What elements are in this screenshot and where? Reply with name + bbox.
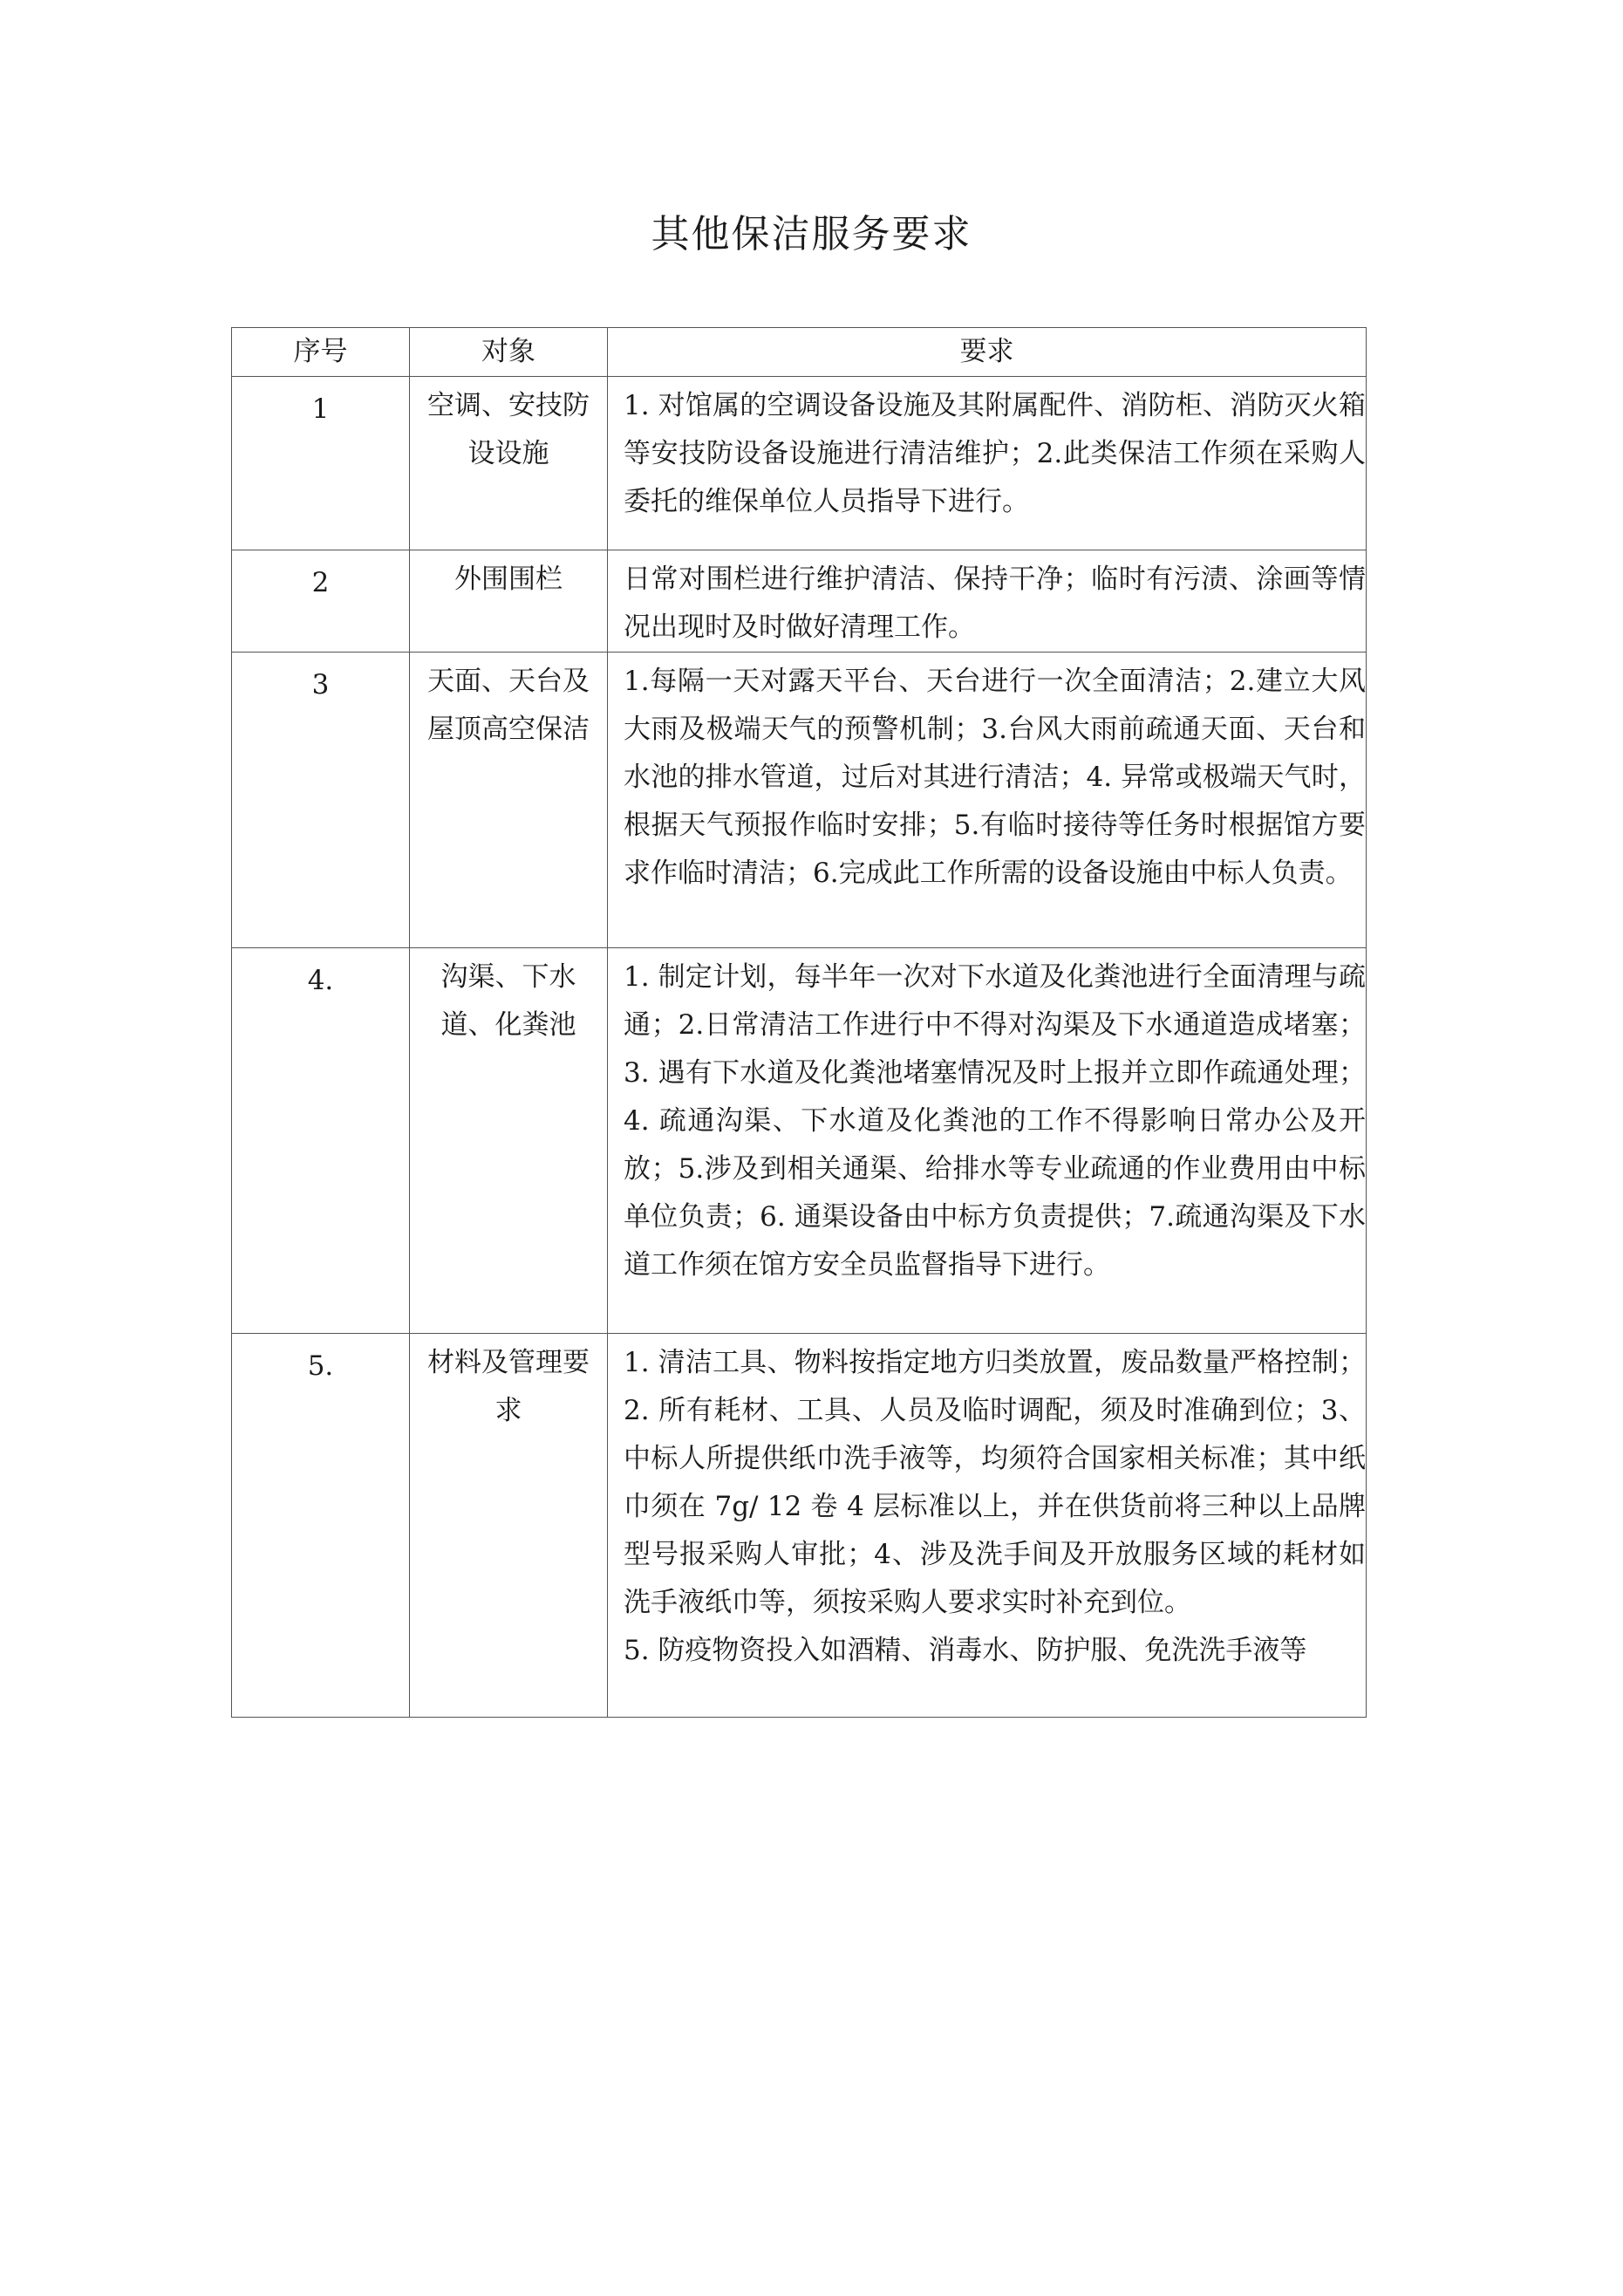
row-object: 空调、安技防设设施 xyxy=(410,377,608,550)
requirements-table xyxy=(231,327,1367,1718)
header-requirement: 要求 xyxy=(608,328,1367,377)
table-header-row xyxy=(232,328,1367,377)
table-row xyxy=(232,1334,1367,1718)
row-requirement: 1. 清洁工具、物料按指定地方归类放置，废品数量严格控制；2. 所有耗材、工具、人员及临时调配，须及时准确到位；3、中标人所提供纸巾洗手液等，均须符合国家相关标准；其中纸巾须在 7g/ 12 卷 4 层标准以上，并在供货前将三种以上品牌型号报采购人审批；4、涉及洗手间及开放服务区域的耗材如洗手液纸巾等，须按采购人要求实时补充到位。 5. 防疫物资投入如酒精、消毒水、防护服、免洗洗手液等 xyxy=(608,1334,1367,1718)
row-requirement: 1. 制定计划，每半年一次对下水道及化粪池进行全面清理与疏通；2.日常清洁工作进行中不得对沟渠及下水通道造成堵塞；3. 遇有下水道及化粪池堵塞情况及时上报并立即作疏通处理；4. 疏通沟渠、下水道及化粪池的工作不得影响日常办公及开放；5.涉及到相关通渠、给排水等专业疏通的作业费用由中标单位负责；6. 通渠设备由中标方负责提供；7.疏通沟渠及下水道工作须在馆方安全员监督指导下进行。 xyxy=(608,948,1367,1334)
header-number: 序号 xyxy=(232,328,410,377)
table-row xyxy=(232,550,1367,653)
table-row xyxy=(232,377,1367,550)
table-row xyxy=(232,948,1367,1334)
row-object: 材料及管理要求 xyxy=(410,1334,608,1718)
row-number: 3 xyxy=(232,653,410,948)
table-row xyxy=(232,653,1367,948)
row-requirement: 日常对围栏进行维护清洁、保持干净；临时有污渍、涂画等情况出现时及时做好清理工作。 xyxy=(608,550,1367,653)
row-requirement: 1. 对馆属的空调设备设施及其附属配件、消防柜、消防灭火箱等安技防设备设施进行清洁维护；2.此类保洁工作须在采购人委托的维保单位人员指导下进行。 xyxy=(608,377,1367,550)
row-object: 天面、天台及屋顶高空保洁 xyxy=(410,653,608,948)
row-object: 外围围栏 xyxy=(410,550,608,653)
page-title: 其他保洁服务要求 xyxy=(651,212,972,256)
row-number: 1 xyxy=(232,377,410,550)
row-object: 沟渠、下水道、化粪池 xyxy=(410,948,608,1334)
row-number: 4. xyxy=(232,948,410,1334)
row-requirement: 1.每隔一天对露天平台、天台进行一次全面清洁；2.建立大风大雨及极端天气的预警机制；3.台风大雨前疏通天面、天台和水池的排水管道，过后对其进行清洁；4. 异常或极端天气时，根据天气预报作临时安排；5.有临时接待等任务时根据馆方要求作临时清洁；6.完成此工作所需的设备设施由中标人负责。 xyxy=(608,653,1367,948)
row-number: 2 xyxy=(232,550,410,653)
row-number: 5. xyxy=(232,1334,410,1718)
header-object: 对象 xyxy=(410,328,608,377)
